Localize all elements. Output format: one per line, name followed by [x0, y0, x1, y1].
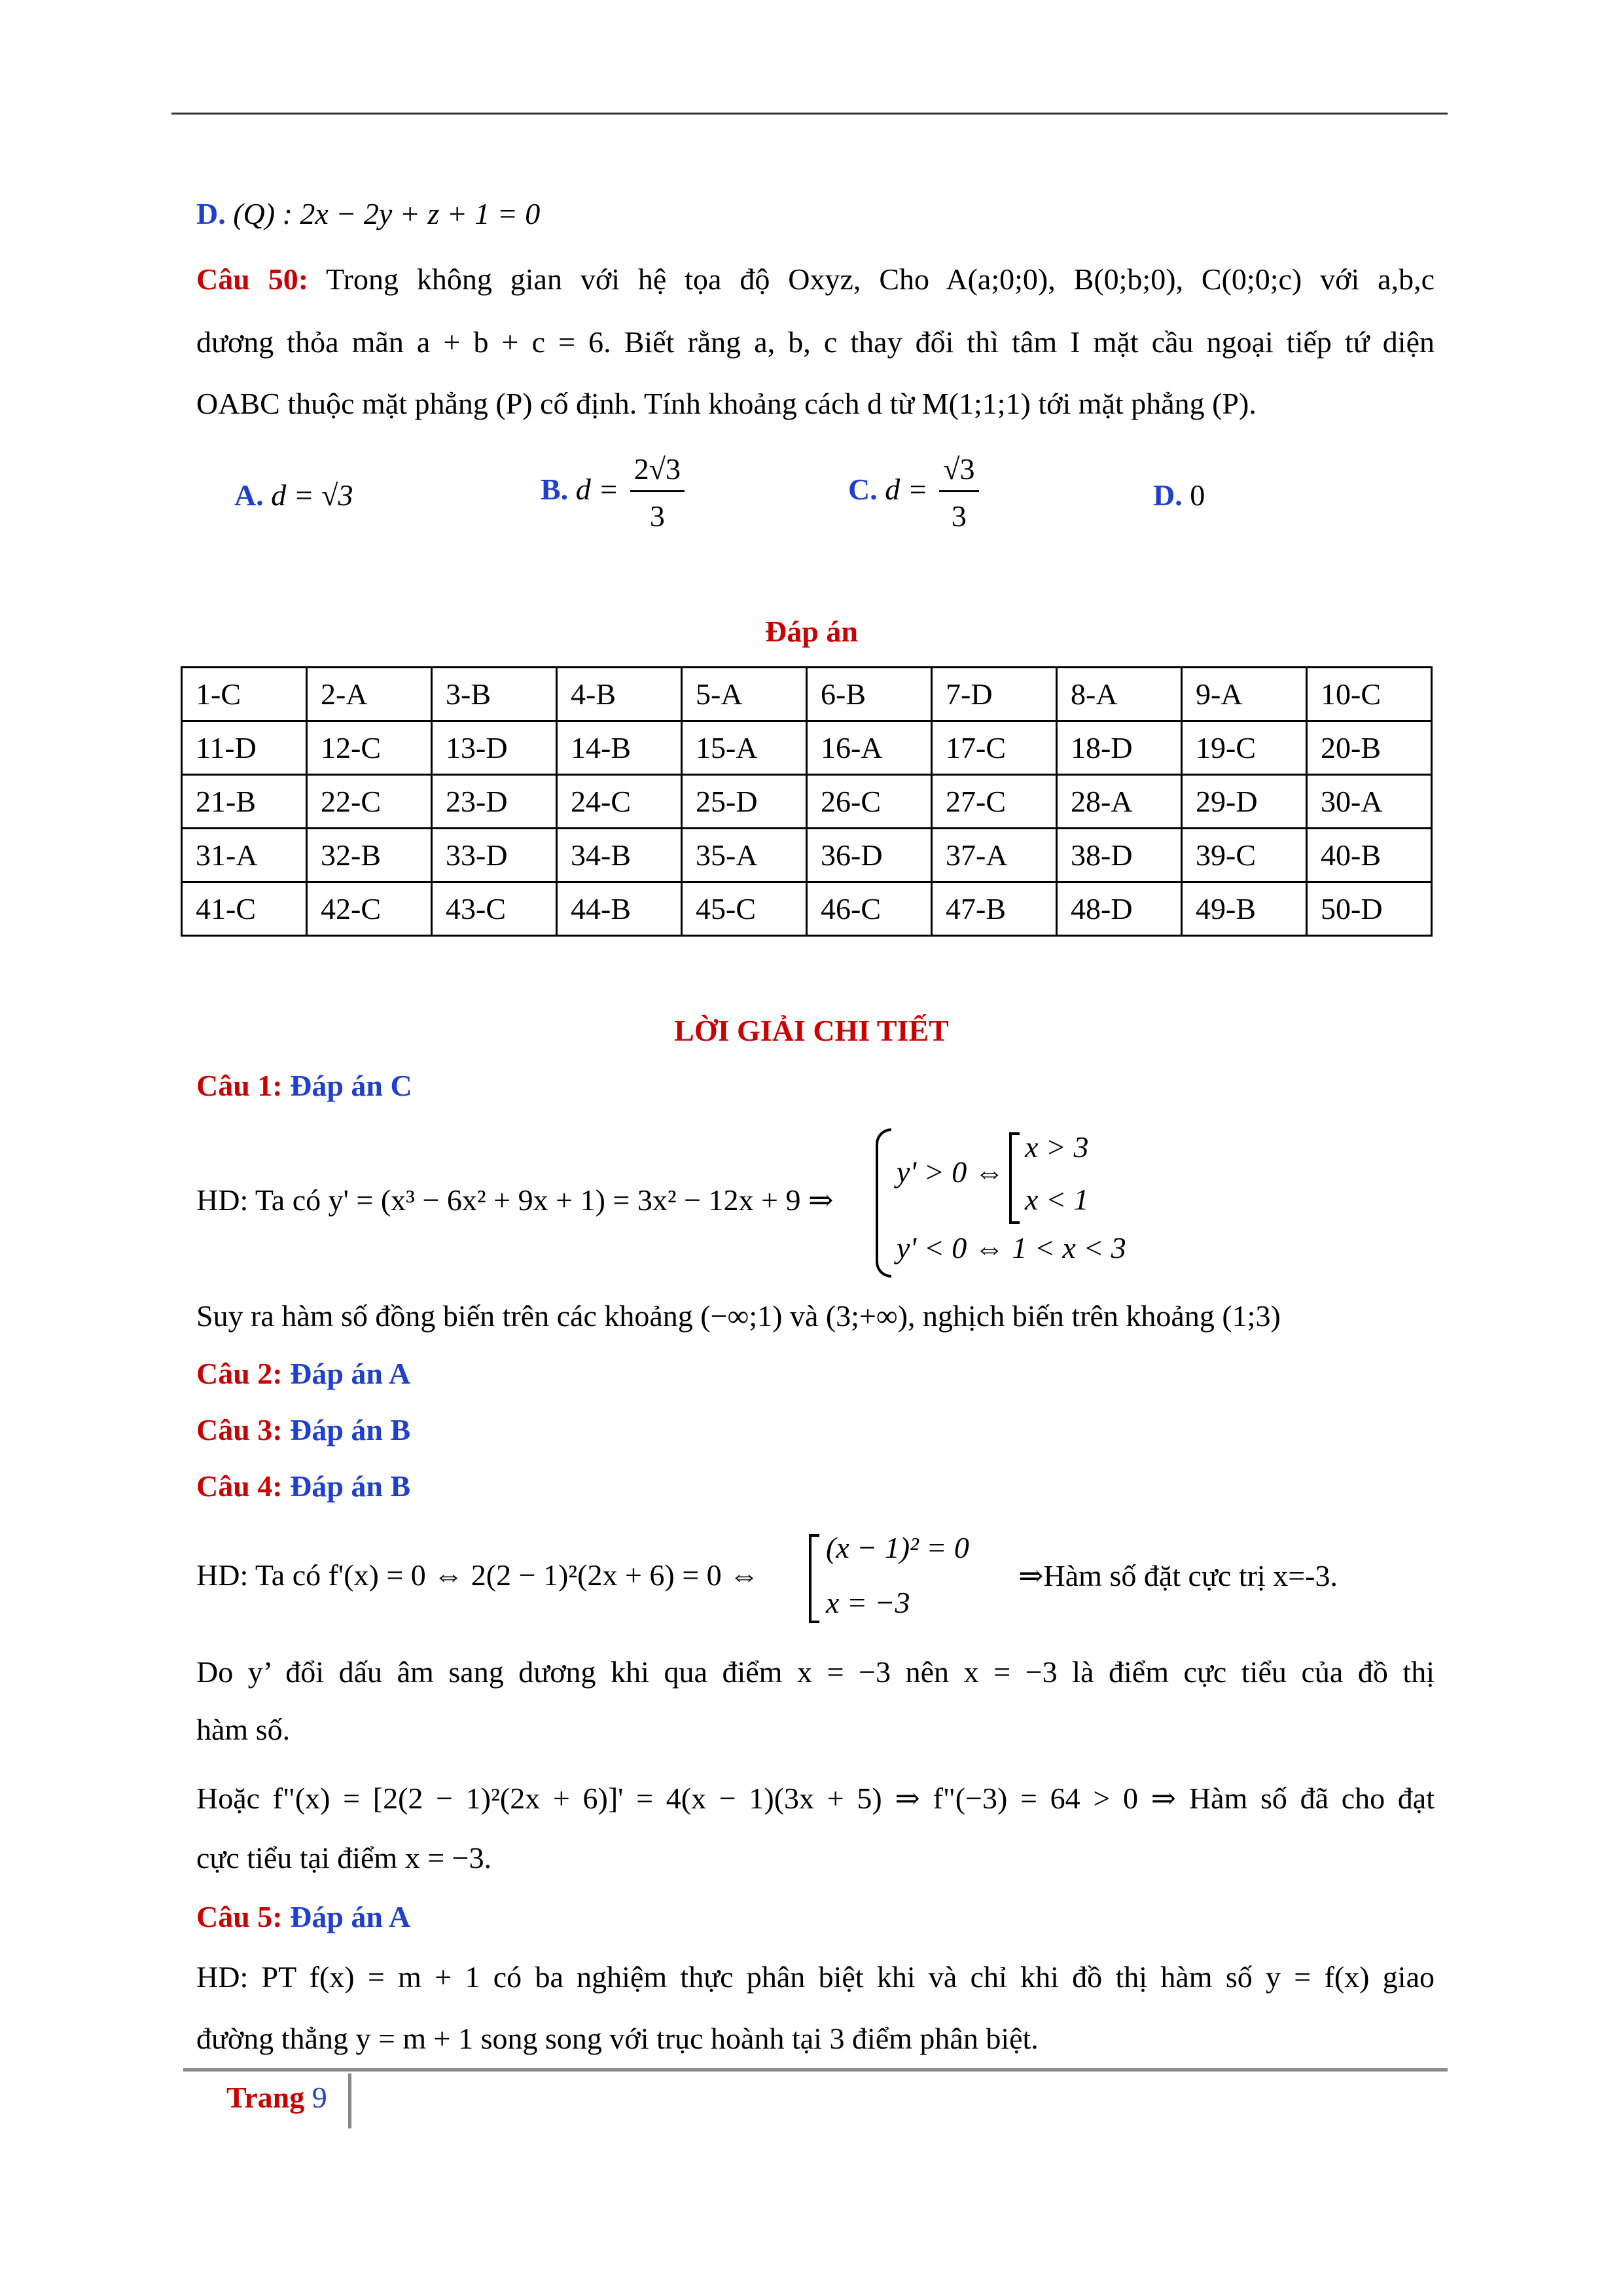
q50-choice-d — [1153, 478, 1205, 512]
q1-sys2: y' < 0 ⇔ 1 < x < 3 — [897, 1231, 1126, 1265]
answer-cell: 45-C — [682, 882, 807, 936]
choice-text: 0 — [1190, 478, 1205, 512]
question-label: Câu 1: — [196, 1069, 283, 1102]
choice-text: d = √3 — [271, 478, 353, 512]
q1-sys1: y' > 0 ⇔ — [897, 1155, 1005, 1189]
q2-heading — [196, 1356, 410, 1391]
fraction — [630, 452, 685, 533]
choice-label: C. — [848, 473, 878, 507]
q1-hd: HD: Ta có y' = (x³ − 6x² + 9x + 1) = 3x² − 12x + 9 ⇒ — [196, 1183, 834, 1217]
fraction — [939, 452, 978, 533]
q4-case2: x = −3 — [826, 1586, 910, 1619]
page-footer — [226, 2080, 327, 2115]
q4-p1a: Do y’ đổi dấu âm sang dương khi qua điểm x = −3 nên x = −3 là điểm cực tiểu của đồ thị — [196, 1655, 1435, 1689]
q5-p1a: HD: PT f(x) = m + 1 có ba nghiệm thực phân biệt khi và chỉ khi đồ thị hàm số y = f(x) giao — [196, 1960, 1435, 1994]
answer-cell: 3-B — [432, 668, 557, 721]
question-label: Câu 5: — [196, 1900, 283, 1933]
answer-cell: 40-B — [1307, 829, 1432, 882]
answer-cell: 7-D — [932, 668, 1057, 721]
q5-heading — [196, 1899, 410, 1934]
answer-row — [182, 721, 1432, 775]
answer-cell: 17-C — [932, 721, 1057, 775]
footer-rule — [183, 2068, 1448, 2072]
q50-line2: dương thỏa mãn a + b + c = 6. Biết rằng a, b, c thay đổi thì tâm I mặt cầu ngoại tiếp tứ diện — [196, 325, 1435, 359]
question-label: Câu 2: — [196, 1357, 283, 1390]
choice-lhs: d = — [885, 473, 928, 507]
option-text: (Q) : 2x − 2y + z + 1 = 0 — [233, 197, 541, 230]
answer-label: Đáp án A — [290, 1357, 411, 1390]
header-rule — [171, 113, 1448, 115]
q50-text-1: Trong không gian với hệ tọa độ Oxyz, Cho A(a;0;0), B(0;b;0), C(0;0;c) với a,b,c — [326, 262, 1435, 296]
answer-cell: 4-B — [557, 668, 682, 721]
answer-cell: 14-B — [557, 721, 682, 775]
question-label: Câu 4: — [196, 1469, 283, 1503]
answer-cell: 22-C — [307, 775, 432, 829]
answer-cell: 43-C — [432, 882, 557, 936]
answer-cell: 10-C — [1307, 668, 1432, 721]
answer-cell: 24-C — [557, 775, 682, 829]
answer-cell: 37-A — [932, 829, 1057, 882]
answer-row — [182, 775, 1432, 829]
cases-bracket — [1009, 1132, 1020, 1224]
answer-cell: 18-D — [1057, 721, 1182, 775]
answer-label: Đáp án B — [290, 1469, 411, 1503]
q4-case1: (x − 1)² = 0 — [826, 1531, 969, 1564]
answer-cell: 47-B — [932, 882, 1057, 936]
answer-cell: 26-C — [807, 775, 932, 829]
answer-cell: 28-A — [1057, 775, 1182, 829]
answer-cell: 38-D — [1057, 829, 1182, 882]
q50-choice-a — [234, 478, 353, 512]
page-number: 9 — [312, 2081, 327, 2114]
q4-p2b: cực tiểu tại điểm x = −3. — [196, 1841, 492, 1874]
answer-cell: 6-B — [807, 668, 932, 721]
answer-cell: 13-D — [432, 721, 557, 775]
footer-label: Trang — [226, 2081, 305, 2114]
answer-cell: 16-A — [807, 721, 932, 775]
answer-label: Đáp án C — [290, 1069, 412, 1102]
q50-choice-c — [848, 452, 983, 533]
answer-cell: 27-C — [932, 775, 1057, 829]
answer-cell: 29-D — [1182, 775, 1307, 829]
answer-row — [182, 668, 1432, 721]
q4-hd: HD: Ta có f'(x) = 0 ⇔ 2(2 − 1)²(2x + 6) = 0 ⇔ — [196, 1558, 760, 1592]
answer-cell: 35-A — [682, 829, 807, 882]
answer-cell: 2-A — [307, 668, 432, 721]
answer-cell: 32-B — [307, 829, 432, 882]
fraction-numerator: √3 — [939, 452, 978, 492]
answer-cell: 42-C — [307, 882, 432, 936]
answer-cell: 46-C — [807, 882, 932, 936]
cases-bracket — [809, 1534, 819, 1623]
q4-p1b: hàm số. — [196, 1713, 291, 1746]
fraction-denominator: 3 — [951, 499, 967, 533]
answer-cell: 34-B — [557, 829, 682, 882]
answer-cell: 25-D — [682, 775, 807, 829]
answer-cell: 33-D — [432, 829, 557, 882]
q49-option-d — [196, 196, 540, 231]
solutions-title: LỜI GIẢI CHI TIẾT — [674, 1014, 949, 1047]
q4-p2a: Hoặc f"(x) = [2(2 − 1)²(2x + 6)]' = 4(x − 1)(3x + 5) ⇒ f"(−3) = 64 > 0 ⇒ Hàm số đã cho đạt — [196, 1782, 1435, 1815]
answer-cell: 30-A — [1307, 775, 1432, 829]
q4-hd-tail: ⇒Hàm số đặt cực trị x=-3. — [1018, 1559, 1338, 1592]
q1-conclusion: Suy ra hàm số đồng biến trên các khoảng (−∞;1) và (3;+∞), nghịch biến trên khoảng (1;3) — [196, 1299, 1281, 1333]
answer-cell: 50-D — [1307, 882, 1432, 936]
answer-row — [182, 829, 1432, 882]
answer-cell: 48-D — [1057, 882, 1182, 936]
system-brace — [876, 1128, 891, 1278]
choice-label: D. — [1153, 478, 1183, 512]
choice-lhs: d = — [575, 473, 619, 507]
answer-cell: 9-A — [1182, 668, 1307, 721]
q5-p1b: đường thẳng y = m + 1 song song với trục hoành tại 3 điểm phân biệt. — [196, 2022, 1039, 2055]
fraction-numerator: 2√3 — [630, 452, 685, 492]
answer-cell: 19-C — [1182, 721, 1307, 775]
footer-separator — [348, 2073, 351, 2128]
answer-cell: 8-A — [1057, 668, 1182, 721]
answer-cell: 39-C — [1182, 829, 1307, 882]
answer-cell: 49-B — [1182, 882, 1307, 936]
answer-label: Đáp án B — [290, 1413, 411, 1446]
answer-key-table — [181, 666, 1433, 937]
question-label: Câu 3: — [196, 1413, 283, 1446]
answer-cell: 12-C — [307, 721, 432, 775]
answer-cell: 41-C — [182, 882, 307, 936]
fraction-denominator: 3 — [649, 499, 665, 533]
answer-cell: 23-D — [432, 775, 557, 829]
answer-row — [182, 882, 1432, 936]
answer-cell: 36-D — [807, 829, 932, 882]
q50-line3: OABC thuộc mặt phẳng (P) cố định. Tính khoảng cách d từ M(1;1;1) tới mặt phẳng (P). — [196, 387, 1257, 420]
answer-cell: 21-B — [182, 775, 307, 829]
answer-cell: 44-B — [557, 882, 682, 936]
answer-cell: 15-A — [682, 721, 807, 775]
q1-heading — [196, 1068, 412, 1103]
answer-cell: 20-B — [1307, 721, 1432, 775]
answer-label: Đáp án A — [290, 1900, 411, 1933]
q1-sys1b: x < 1 — [1025, 1183, 1089, 1216]
choice-label: B. — [541, 473, 569, 507]
answer-cell: 11-D — [182, 721, 307, 775]
q50-label: Câu 50: — [196, 262, 309, 296]
answer-cell: 5-A — [682, 668, 807, 721]
option-label: D. — [196, 197, 226, 230]
choice-label: A. — [234, 478, 264, 512]
answer-key-title: Đáp án — [765, 615, 858, 648]
q50-choice-b — [541, 452, 688, 533]
q4-heading — [196, 1469, 410, 1503]
q50-line1 — [196, 262, 1435, 296]
answer-cell: 1-C — [182, 668, 307, 721]
answer-cell: 31-A — [182, 829, 307, 882]
q1-sys1a: x > 3 — [1025, 1130, 1089, 1164]
q3-heading — [196, 1412, 410, 1447]
